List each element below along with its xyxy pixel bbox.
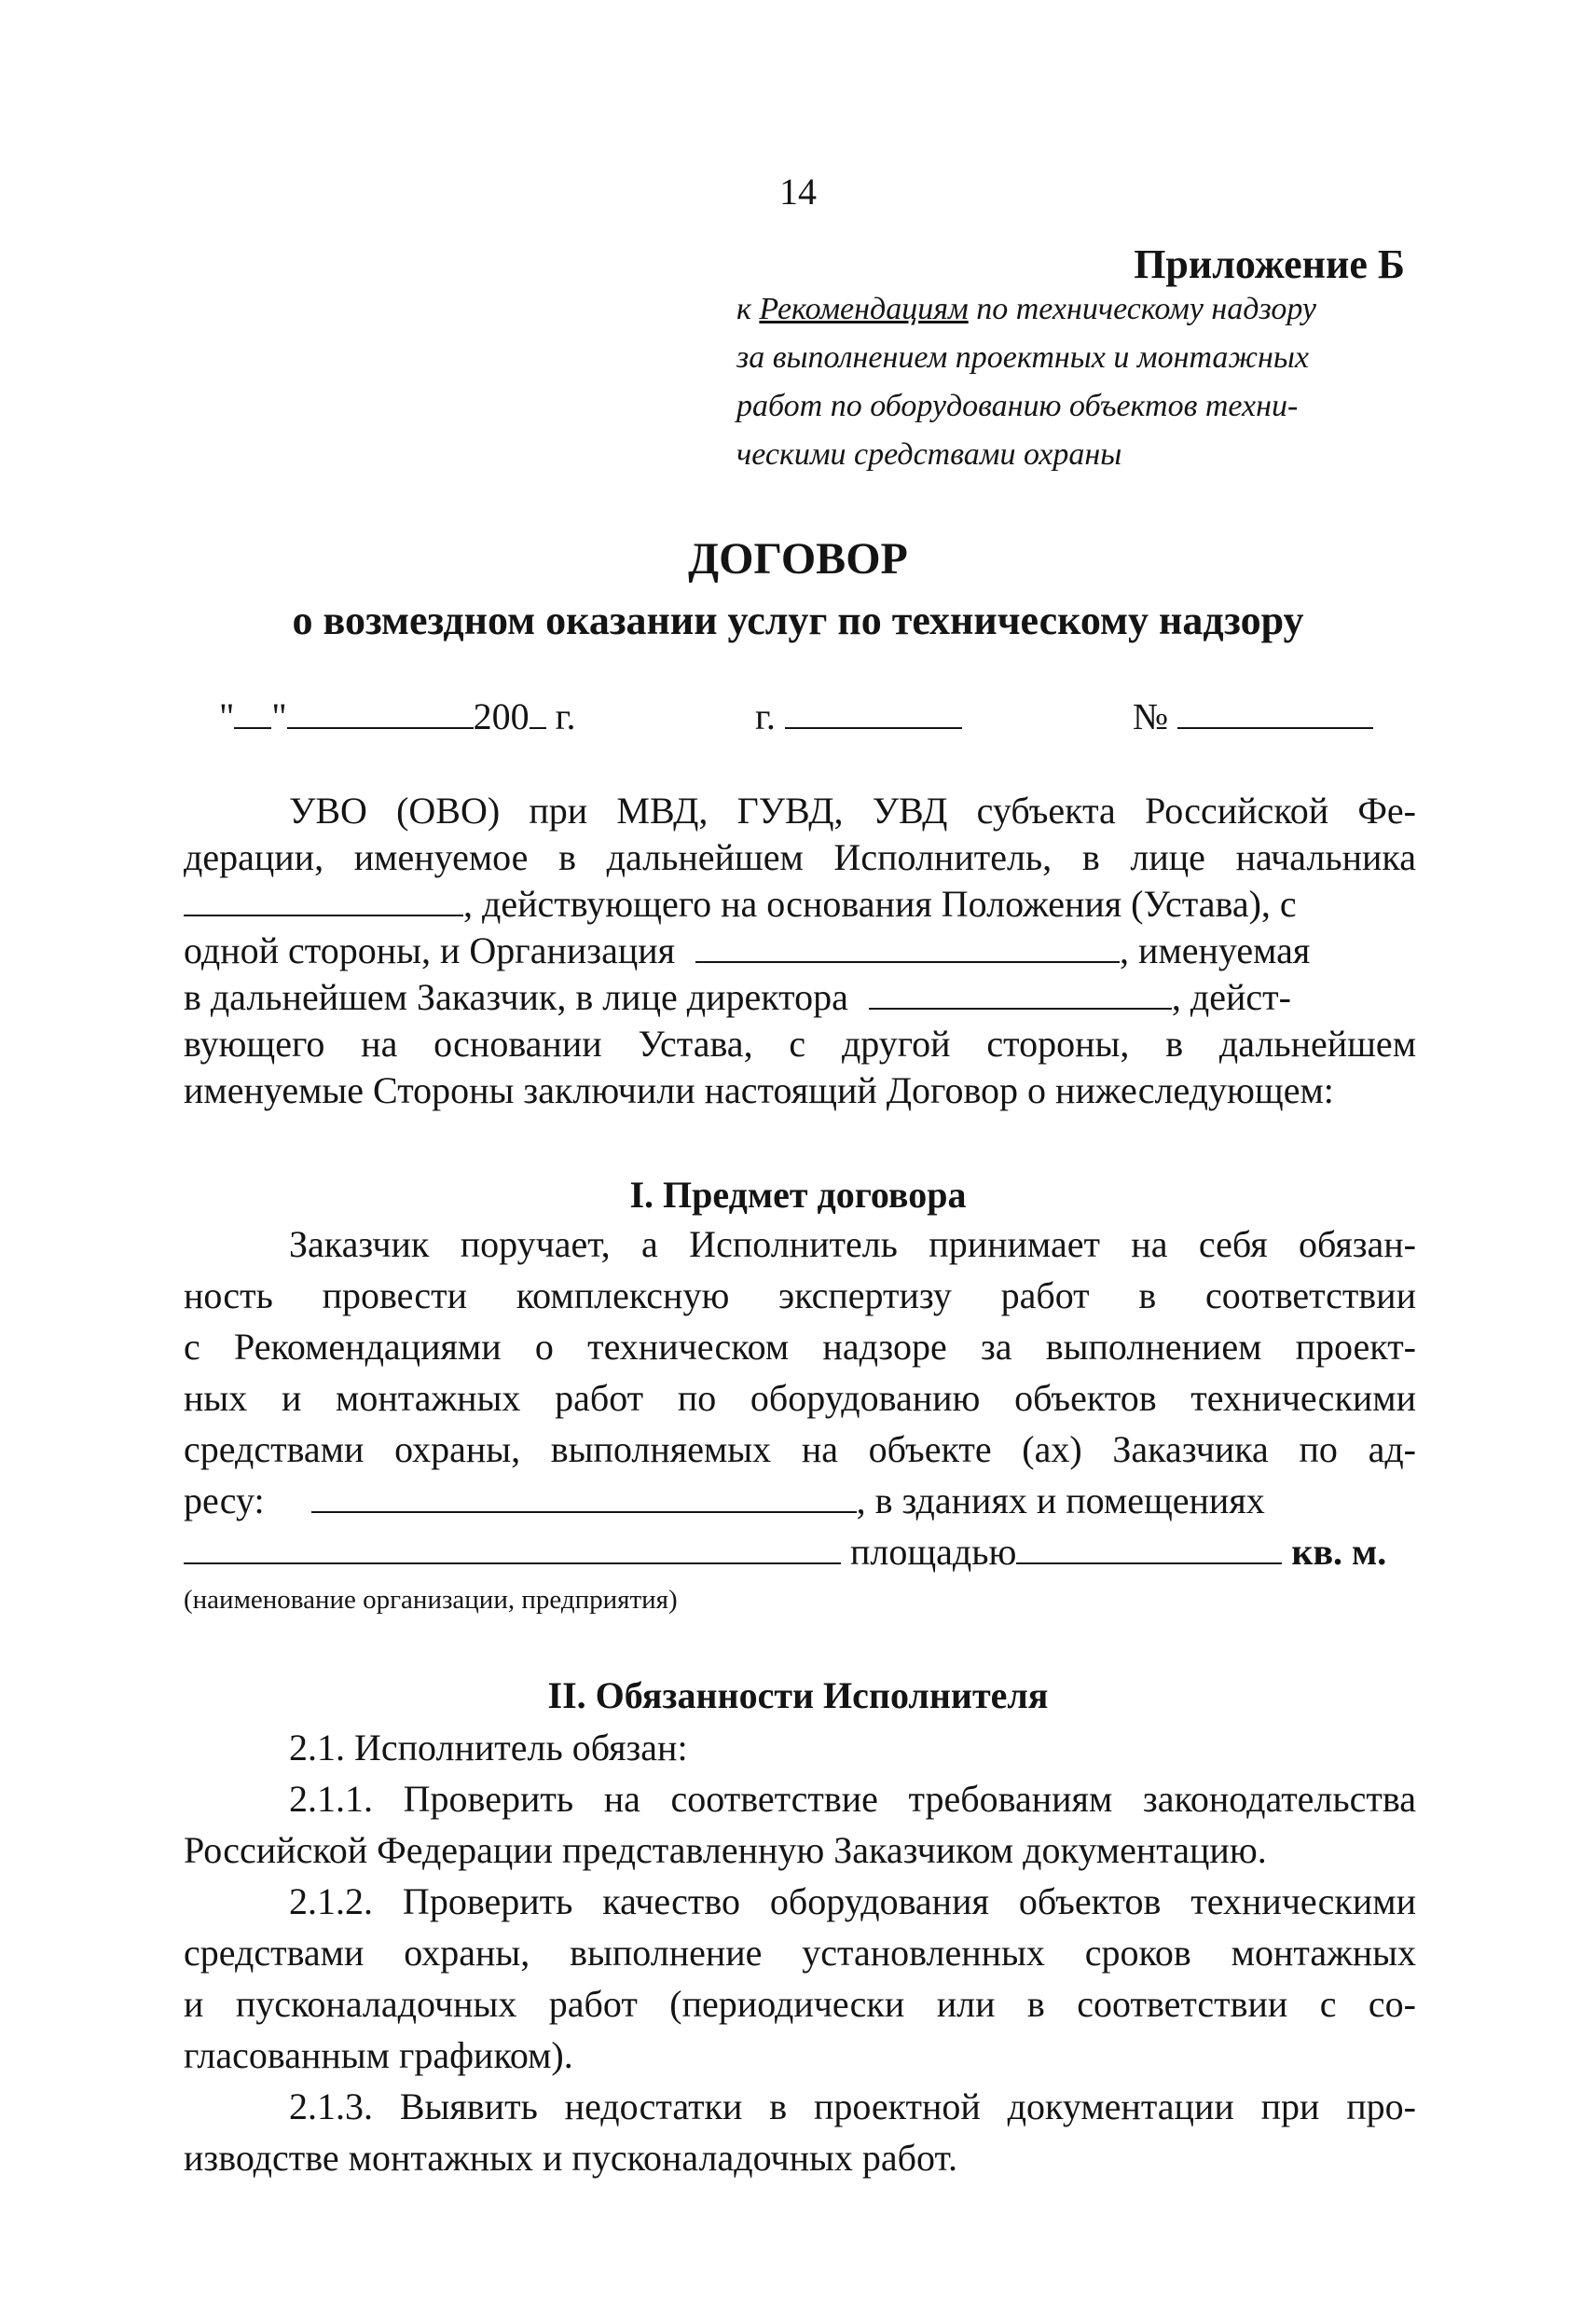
section-1-line-6: [184, 1478, 1265, 1524]
city-blank: [785, 699, 962, 729]
clause-2-1: 2.1. Исполнитель обязан:: [289, 1727, 688, 1768]
preamble-line-7: именуемые Стороны заключили настоящий Договор о нижеследующем:: [184, 1069, 1334, 1111]
organization-blank: [695, 933, 1120, 963]
quote-close: ": [271, 695, 287, 737]
section-1-line-7: [184, 1529, 1386, 1576]
date-field: [219, 695, 576, 738]
preamble-line-4-end: , именуемая: [1120, 929, 1311, 971]
clause-2-1-1-line-2: Российской Федерации представленную Заказчиком документацию.: [184, 1829, 1267, 1871]
section-1-heading: I. Предмет договора: [629, 1174, 967, 1216]
contract-subtitle: о возмездном оказании услуг по техническому надзору: [292, 598, 1304, 643]
page-number: 14: [779, 171, 817, 213]
clause-2-1-3-line-2: изводстве монтажных и пусконаладочных работ.: [184, 2137, 957, 2179]
address-blank: [311, 1483, 857, 1513]
city-label: г.: [755, 695, 776, 737]
number-field: [1133, 695, 1373, 738]
month-blank: [287, 699, 474, 729]
preamble-line-5-end: , дейст-: [1171, 976, 1291, 1018]
preamble-line-5: [184, 974, 1291, 1021]
area-unit: кв. м.: [1291, 1531, 1387, 1573]
preamble-line-3: [184, 881, 1297, 928]
appendix-line-3: работ по оборудованию объектов техни-: [736, 389, 1299, 423]
area-blank: [1016, 1534, 1282, 1564]
appendix-line-2: за выполнением проектных и монтажных: [736, 340, 1310, 375]
preamble-line-6: вующего на основании Устава, с другой стороны, в дальнейшем: [184, 1023, 1416, 1065]
section-1-line-2: ность провести комплексную экспертизу работ в соответствии: [184, 1274, 1416, 1316]
address-label: ресу:: [184, 1479, 265, 1521]
section-1-line-1: Заказчик поручает, а Исполнитель принимает на себя обязан-: [289, 1223, 1416, 1265]
day-blank: [234, 699, 271, 729]
contract-title: ДОГОВОР: [688, 534, 908, 584]
section-1-line-3: с Рекомендациями о техническом надзоре за выполнением проект-: [184, 1326, 1416, 1368]
number-label: №: [1133, 695, 1169, 737]
city-field: [755, 695, 962, 738]
section-2-heading: II. Обязанности Исполнителя: [547, 1674, 1049, 1716]
preamble-line-4-text: одной стороны, и Организация: [184, 929, 676, 971]
organization-name-blank: [184, 1534, 841, 1564]
clause-2-1-2-line-3: и пусконаладочных работ (периодически или в соответствии с со-: [184, 1983, 1416, 2025]
year-prefix: 200: [473, 695, 530, 737]
section-1-line-5: средствами охраны, выполняемых на объекте (ах) Заказчика по ад-: [184, 1428, 1416, 1470]
appendix-reference: [736, 285, 1316, 479]
preamble-line-5-text: в дальнейшем Заказчик, в лице директора: [184, 976, 848, 1018]
quote-open: ": [219, 695, 235, 737]
clause-2-1-1-line-1: 2.1.1. Проверить на соответствие требованиям законодательства: [289, 1778, 1416, 1820]
preamble-line-4: [184, 928, 1310, 974]
section-1-line-6-end: , в зданиях и помещениях: [856, 1479, 1265, 1521]
clause-2-1-2-line-2: средствами охраны, выполнение установленных сроков монтажных: [184, 1932, 1416, 1974]
appendix-prefix: к: [736, 292, 760, 326]
recommendations-link: Рекомендациям: [759, 292, 969, 326]
area-label: площадью: [850, 1531, 1017, 1573]
director-name-blank: [869, 980, 1172, 1010]
organization-caption: (наименование организации, предприятия): [184, 1585, 678, 1615]
section-1-line-4: ных и монтажных работ по оборудованию объектов техническими: [184, 1377, 1416, 1419]
number-blank: [1177, 699, 1373, 729]
year-suffix: г.: [545, 695, 576, 737]
clause-2-1-3-line-1: 2.1.3. Выявить недостатки в проектной документации при про-: [289, 2085, 1416, 2127]
appendix-title: Приложение Б: [1134, 241, 1405, 287]
preamble-line-3-text: , действующего на основания Положения (Устава), с: [463, 883, 1297, 925]
preamble-line-2: дерации, именуемое в дальнейшем Исполнитель, в лице начальника: [184, 836, 1416, 878]
chief-name-blank: [184, 887, 463, 916]
appendix-suffix: по техническому надзору: [968, 292, 1316, 326]
year-blank: [530, 699, 546, 729]
clause-2-1-2-line-1: 2.1.2. Проверить качество оборудования объектов техническими: [289, 1880, 1416, 1922]
appendix-line-1: [736, 285, 1316, 334]
preamble-line-1: УВО (ОВО) при МВД, ГУВД, УВД субъекта Российской Фе-: [289, 790, 1416, 832]
appendix-line-4: ческими средствами охраны: [736, 437, 1122, 472]
clause-2-1-2-line-4: гласованным графиком).: [184, 2034, 573, 2076]
